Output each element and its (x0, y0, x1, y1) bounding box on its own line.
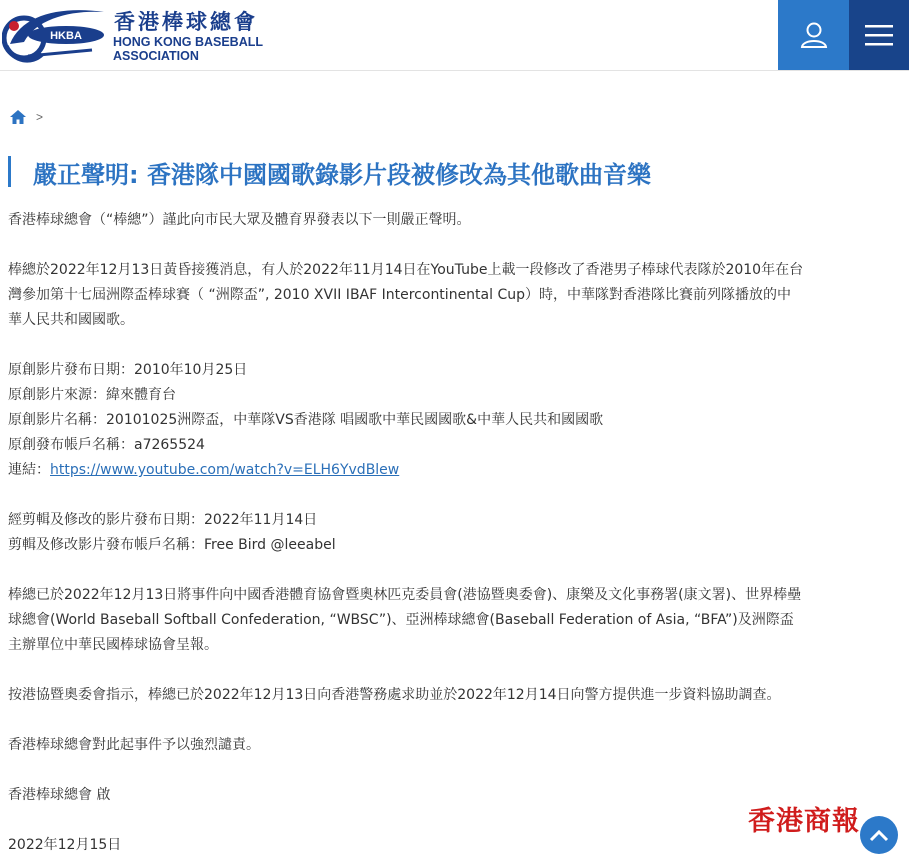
original-video-date: 原創影片發布日期：2010年10月25日 (8, 362, 248, 378)
edited-account-name: 剪輯及修改影片發布帳戶名稱：Free Bird @leeabel (8, 537, 336, 553)
main-menu-button[interactable] (849, 0, 909, 70)
home-icon[interactable] (10, 110, 26, 124)
video-link-row (8, 458, 903, 483)
breadcrumb (10, 110, 43, 124)
paragraph-line: 棒總於2022年12月13日黃昏接獲消息，有人於2022年11月14日在YouTube上載一段修改了香港男子棒球代表隊於2010年在台 (8, 262, 804, 278)
paragraph-line: 棒總已於2022年12月13日將事件向中國香港體育協會暨奧林匹克委員會(港協暨奧委會)、康樂及文化事務署(康文署)、世界棒壘 (8, 587, 802, 603)
signoff: 香港棒球總會 啟 (8, 787, 111, 803)
logo-chinese-name: 香港棒球總會 (114, 9, 258, 34)
chevron-up-icon (869, 828, 889, 842)
paragraph-line: 華人民共和國國歌。 (8, 312, 134, 328)
hkba-logo[interactable] (2, 4, 106, 64)
article-body (8, 208, 903, 858)
user-icon (799, 20, 829, 50)
intro-paragraph: 香港棒球總會（“棒總”）謹此向市民大眾及體育界發表以下一則嚴正聲明。 (8, 212, 471, 228)
paragraph: 按港協暨奧委會指示，棒總已於2022年12月13日向香港警務處求助並於2022年12月14日向警方提供進一步資料協助調查。 (8, 687, 781, 703)
paragraph: 香港棒球總會對此起事件予以強烈譴責。 (8, 737, 260, 753)
svg-text:HKBA: HKBA (50, 30, 82, 42)
original-video-name: 原創影片名稱：20101025洲際盃，中華隊VS香港隊 唱國歌中華民國國歌&中華人民共和國國歌 (8, 412, 604, 428)
site-header (0, 0, 909, 71)
page-title: 嚴正聲明: 香港隊中國國歌錄影片段被修改為其他歌曲音樂 (33, 161, 651, 189)
logo-english-line2: ASSOCIATION (113, 49, 199, 63)
link-label: 連結： (8, 462, 50, 478)
user-account-button[interactable] (778, 0, 849, 70)
breadcrumb-separator: > (36, 110, 44, 124)
paragraph-line: 主辦單位中華民國棒球協會呈報。 (8, 637, 218, 653)
baseball-player-logo-icon (2, 4, 106, 64)
logo-english-name (113, 35, 283, 63)
statement-date: 2022年12月15日 (8, 837, 122, 853)
original-account-name: 原創發布帳戶名稱：a7265524 (8, 437, 205, 453)
paragraph-line: 灣參加第十七屆洲際盃棒球賽（ “洲際盃”, 2010 XVII IBAF Intercontinental Cup）時，中華隊對香港隊比賽前列隊播放的中 (8, 287, 791, 303)
back-to-top-button[interactable] (860, 816, 898, 854)
paragraph-line: 球總會(World Baseball Softball Confederation, “WBSC”)、亞洲棒球總會(Baseball Federation of Asia, “BFA”)及洲際盃 (8, 612, 794, 628)
hamburger-menu-icon (864, 23, 894, 47)
youtube-link[interactable]: https://www.youtube.com/watch?v=ELH6YvdBlew (50, 462, 400, 478)
title-accent-bar (8, 156, 11, 187)
edited-video-date: 經剪輯及修改的影片發布日期：2022年11月14日 (8, 512, 318, 528)
original-video-source: 原創影片來源：緯來體育台 (8, 387, 176, 403)
logo-english-line1: HONG KONG BASEBALL (113, 35, 263, 49)
newspaper-watermark: 香港商報 (748, 806, 860, 837)
